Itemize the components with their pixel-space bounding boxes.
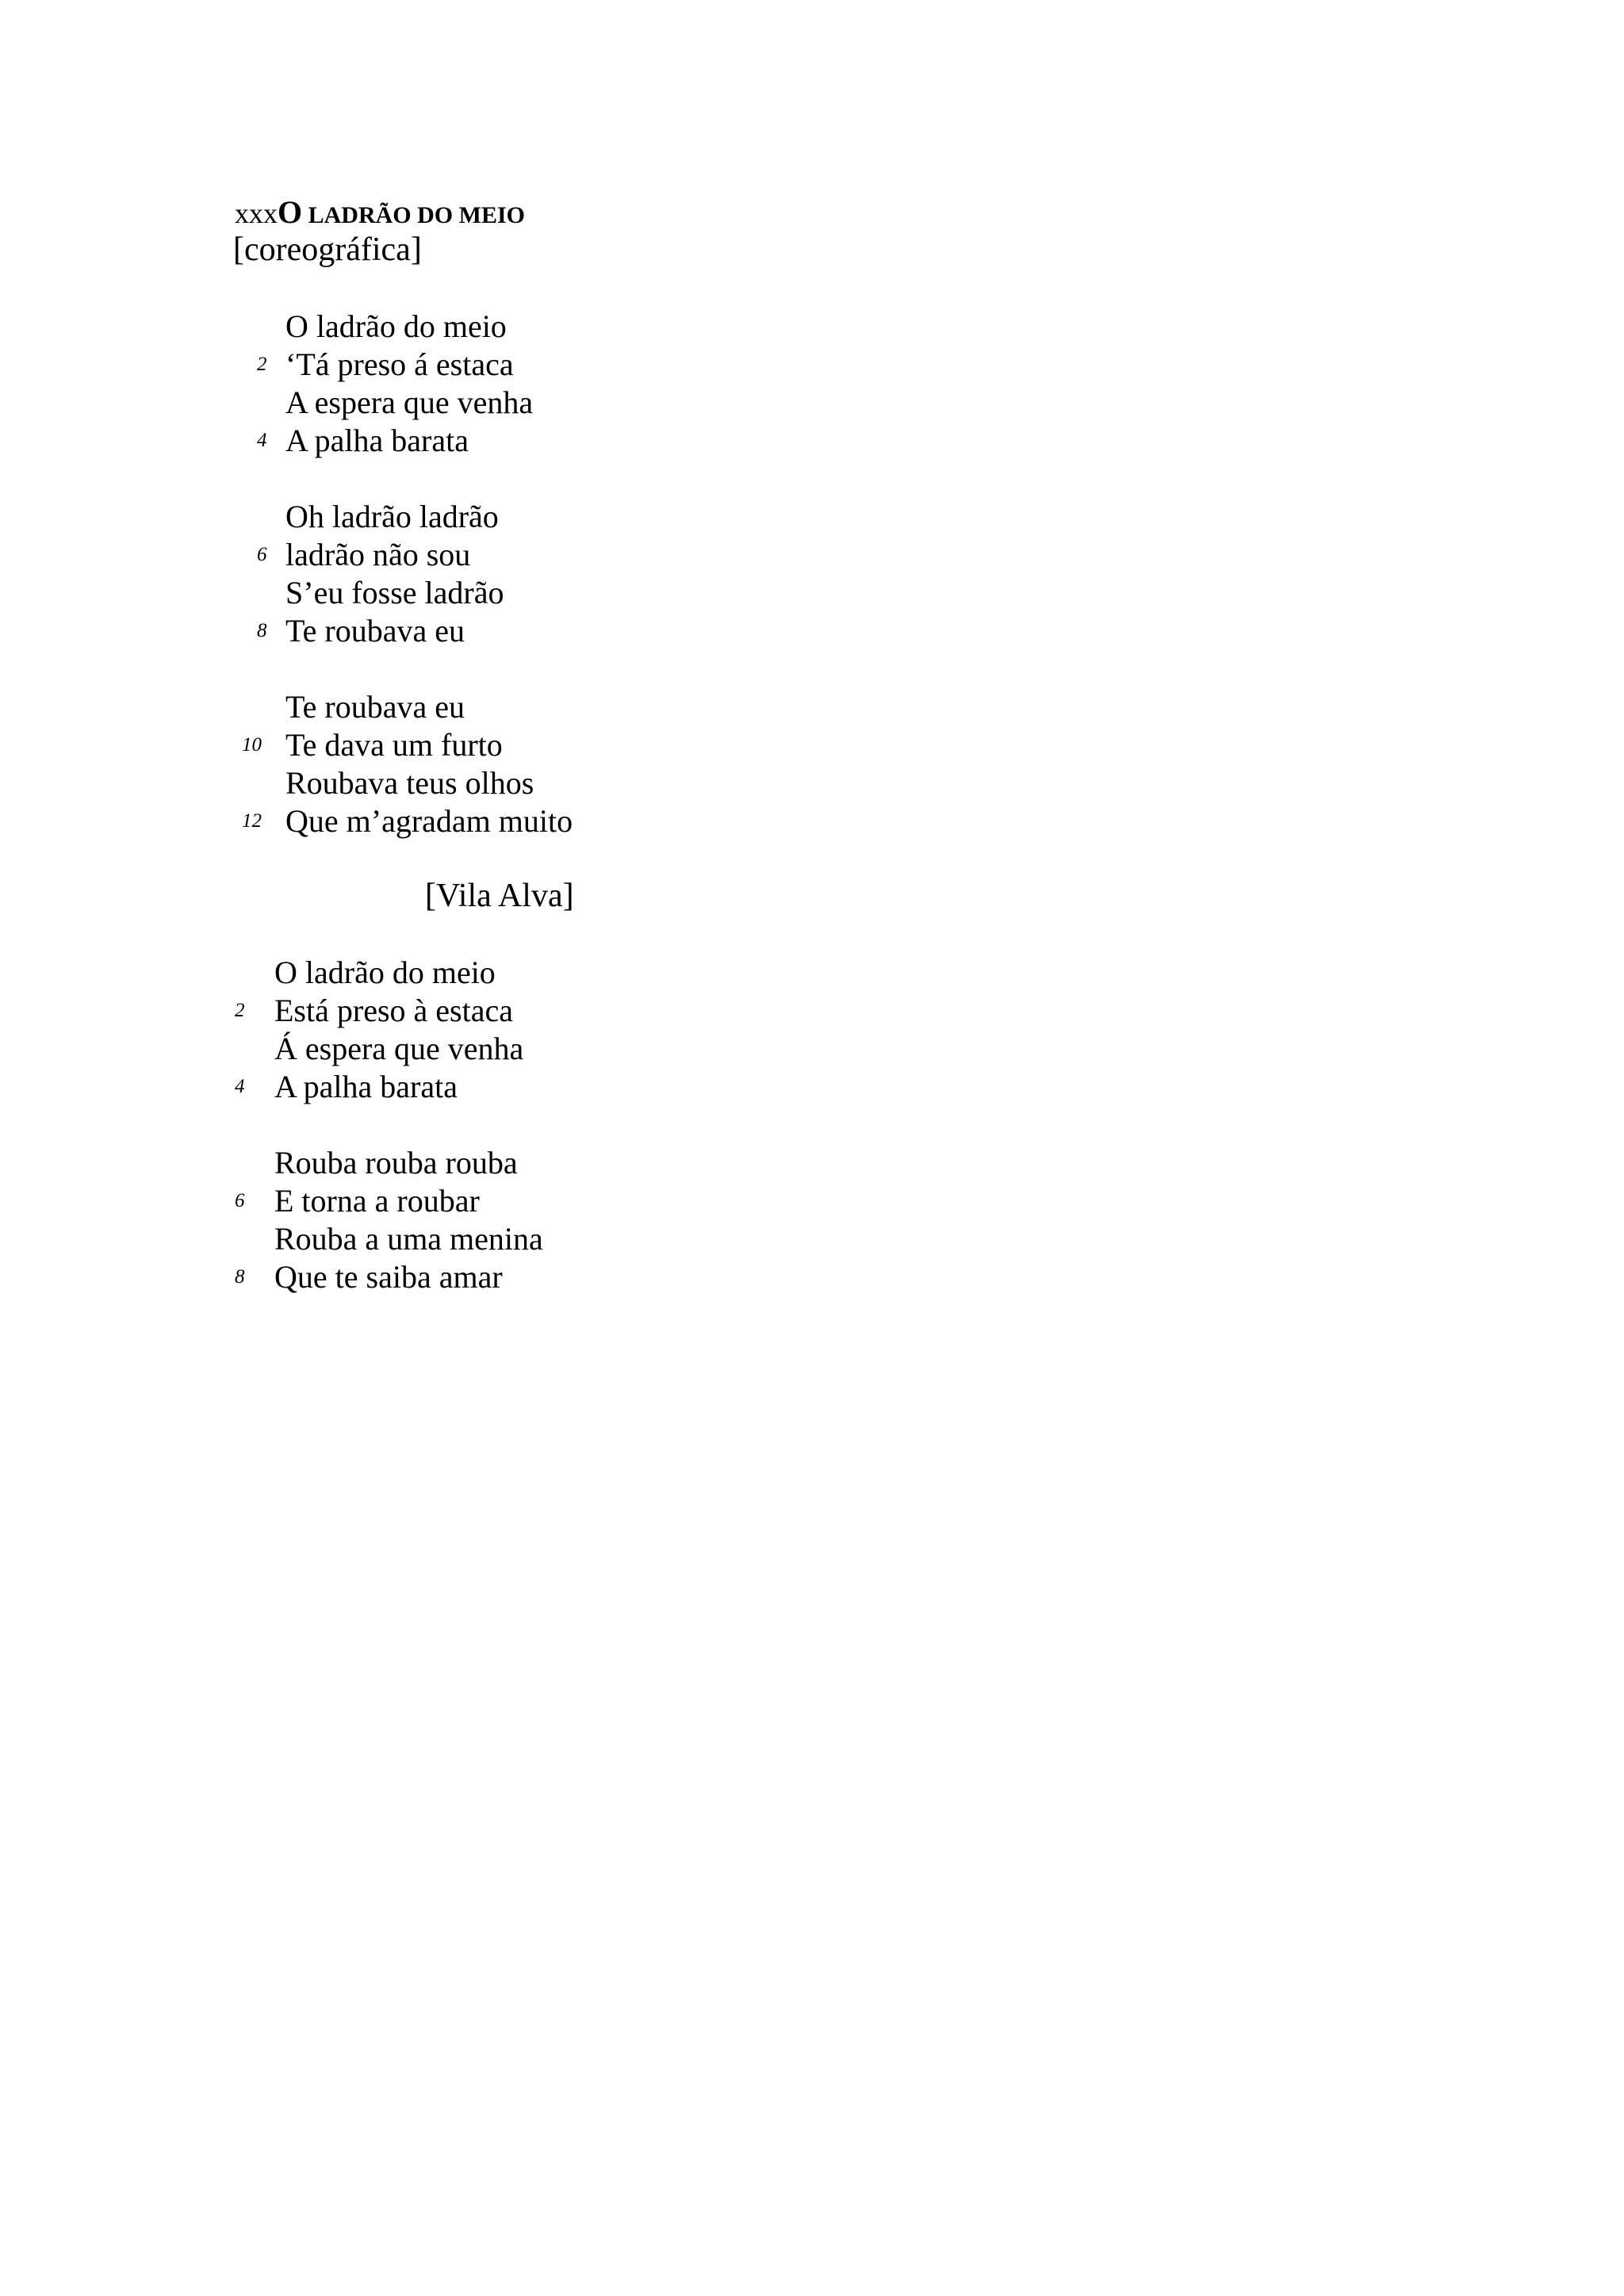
verse-line xyxy=(257,422,573,460)
line-number: 8 xyxy=(235,1266,245,1288)
line-number: 2 xyxy=(235,1000,245,1021)
verse-line xyxy=(285,384,573,422)
stanza-gap xyxy=(285,650,573,688)
verse-text: ladrão não sou xyxy=(285,537,471,572)
poem-version-2 xyxy=(235,954,543,1296)
verse-text: Que m’agradam muito xyxy=(285,803,573,839)
verse-line xyxy=(274,954,543,992)
verse-text: ‘Tá preso á estaca xyxy=(285,346,514,382)
verse-text: A espera que venha xyxy=(285,385,534,420)
verse-text: E torna a roubar xyxy=(274,1183,480,1219)
verse-text: Te dava um furto xyxy=(285,727,503,763)
verse-text: Á espera que venha xyxy=(274,1031,524,1066)
verse-text: A palha barata xyxy=(285,423,469,458)
verse-line xyxy=(235,1258,543,1296)
line-number: 2 xyxy=(257,354,267,375)
verse-text: Que te saiba amar xyxy=(274,1259,503,1295)
verse-line xyxy=(257,612,573,650)
poem-version-1 xyxy=(242,308,573,840)
line-number: 6 xyxy=(257,544,267,565)
verse-line xyxy=(285,764,573,802)
verse-text: Te roubava eu xyxy=(285,613,465,649)
stanza-gap xyxy=(285,460,573,498)
verse-line xyxy=(242,726,573,764)
verse-text: O ladrão do meio xyxy=(274,955,496,990)
verse-line xyxy=(285,688,573,726)
verse-text: S’eu fosse ladrão xyxy=(285,575,504,610)
verse-text: Rouba a uma menina xyxy=(274,1221,543,1257)
title-rest: LADRÃO DO MEIO xyxy=(302,202,525,228)
line-number: 10 xyxy=(242,734,262,756)
verse-line xyxy=(257,536,573,574)
verse-line xyxy=(274,1030,543,1068)
verse-line xyxy=(274,1144,543,1182)
verse-text: Roubava teus olhos xyxy=(285,765,534,801)
verse-line xyxy=(285,574,573,612)
verse-text: O ladrão do meio xyxy=(285,308,507,344)
title-initial: O xyxy=(278,194,303,230)
verse-line xyxy=(274,1220,543,1258)
verse-text: Está preso à estaca xyxy=(274,993,513,1028)
line-number: 12 xyxy=(242,810,262,832)
verse-line xyxy=(242,802,573,840)
title-prefix: xxx xyxy=(235,197,278,229)
line-number: 6 xyxy=(235,1190,245,1211)
verse-line xyxy=(285,308,573,346)
verse-line xyxy=(235,1068,543,1106)
verse-line xyxy=(285,498,573,536)
song-title xyxy=(235,195,525,233)
verse-line xyxy=(235,1182,543,1220)
stanza-gap xyxy=(274,1106,543,1144)
line-number: 4 xyxy=(235,1076,245,1097)
verse-text: Oh ladrão ladrão xyxy=(285,499,499,534)
song-subtitle: [coreográfica] xyxy=(233,232,422,268)
verse-text: A palha barata xyxy=(274,1069,458,1104)
verse-text: Rouba rouba rouba xyxy=(274,1145,518,1181)
line-number: 8 xyxy=(257,620,267,641)
verse-line xyxy=(235,992,543,1030)
line-number: 4 xyxy=(257,430,267,451)
verse-text: Te roubava eu xyxy=(285,689,465,725)
place-label: [Vila Alva] xyxy=(425,878,574,914)
verse-line xyxy=(257,346,573,384)
